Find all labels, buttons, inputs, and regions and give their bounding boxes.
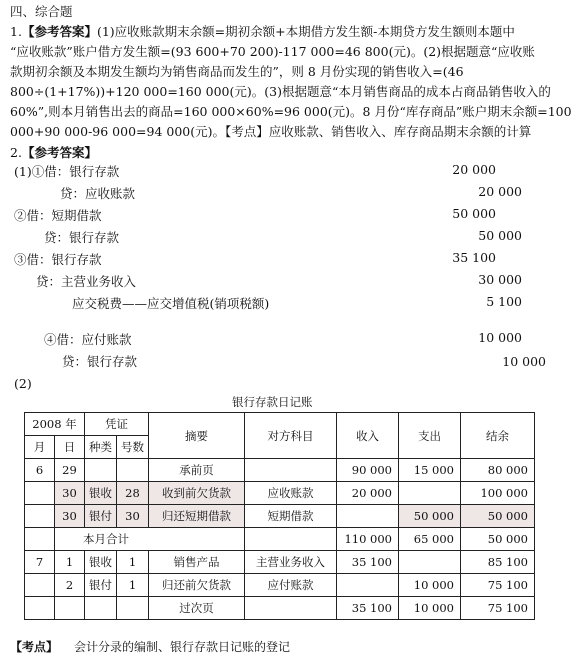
cell-account: 应收账款 xyxy=(245,482,337,505)
entry-amount: 10 000 xyxy=(502,354,546,369)
cell-balance: 50 000 xyxy=(461,505,535,528)
cell-summary: 收到前欠货款 xyxy=(149,482,245,505)
cell-month xyxy=(25,574,55,597)
expense-header: 支出 xyxy=(399,413,461,459)
q1-line-5: 60%”,则本月销售出去的商品=160 000×60%=96 000(元)。8 月份“库存商品”账户期末余额=100 xyxy=(10,104,572,119)
cell-day: 30 xyxy=(55,482,85,505)
cell-month xyxy=(25,505,55,528)
cell-balance: 50 000 xyxy=(461,528,535,551)
cell-expense: 15 000 xyxy=(399,459,461,482)
cell-balance: 75 100 xyxy=(461,574,535,597)
cell-income: 35 100 xyxy=(337,551,399,574)
bank-deposit-journal xyxy=(24,412,535,620)
cell-month xyxy=(25,597,55,620)
cell-type: 银付 xyxy=(85,505,117,528)
cell-no xyxy=(117,597,149,620)
cell-balance: 100 000 xyxy=(461,482,535,505)
summary-header: 摘要 xyxy=(149,413,245,459)
header-row xyxy=(25,413,535,436)
cell-expense: 65 000 xyxy=(399,528,461,551)
cell-month xyxy=(25,482,55,505)
cell-account xyxy=(245,597,337,620)
cell-income: 90 000 xyxy=(337,459,399,482)
q1-line-4: 800÷(1+17%))+120 000=160 000(元)。(3)根据题意“本月销售商品的成本占商品销售收入的 xyxy=(10,84,551,99)
entry-label: 贷：银行存款 xyxy=(62,354,138,369)
cell-no: 1 xyxy=(117,574,149,597)
table-row xyxy=(25,459,535,482)
entry-amount: 35 100 xyxy=(452,250,496,265)
entry-label: ②借：短期借款 xyxy=(14,208,102,223)
voucher-header: 凭证 xyxy=(85,413,149,436)
table-row xyxy=(25,505,535,528)
entry-amount: 10 000 xyxy=(478,330,522,345)
cell-type: 银收 xyxy=(85,482,117,505)
cell-expense: 10 000 xyxy=(399,574,461,597)
no-header: 号数 xyxy=(117,436,149,459)
cell-no xyxy=(117,459,149,482)
cell-summary: 本月合计 xyxy=(55,528,245,551)
account-header: 对方科目 xyxy=(245,413,337,459)
cell-no: 30 xyxy=(117,505,149,528)
q1-line-2: “应收账款”账户借方发生额=(93 600+70 200)-117 000=46 800(元)。(2)根据题意“应收账 xyxy=(10,44,535,59)
table-row xyxy=(25,574,535,597)
cell-income: 35 100 xyxy=(337,597,399,620)
cell-summary: 承前页 xyxy=(149,459,245,482)
cell-expense: 50 000 xyxy=(399,505,461,528)
cell-type xyxy=(85,459,117,482)
ledger-title: 银行存款日记账 xyxy=(232,395,313,409)
entry-label: ③借：银行存款 xyxy=(14,252,102,267)
section-title: 四、综合题 xyxy=(10,4,73,19)
entry-amount: 5 100 xyxy=(486,294,522,309)
table-row xyxy=(25,528,535,551)
cell-account xyxy=(245,528,337,551)
cell-expense xyxy=(399,482,461,505)
entry-amount: 50 000 xyxy=(452,206,496,221)
day-header: 日 xyxy=(55,436,85,459)
cell-no: 28 xyxy=(117,482,149,505)
cell-type xyxy=(85,597,117,620)
entry-label: 贷：银行存款 xyxy=(44,230,120,245)
cell-month: 6 xyxy=(25,459,55,482)
cell-day: 1 xyxy=(55,551,85,574)
table-row xyxy=(25,482,535,505)
cell-summary: 过次页 xyxy=(149,597,245,620)
cell-account: 应付账款 xyxy=(245,574,337,597)
entry-label: ④借：应付账款 xyxy=(44,332,132,347)
entry-label: 应交税费——应交增值税(销项税额) xyxy=(72,296,270,311)
type-header: 种类 xyxy=(85,436,117,459)
footer-text: 会计分录的编制、银行存款日记账的登记 xyxy=(74,640,291,654)
cell-month xyxy=(25,528,55,551)
cell-income: 110 000 xyxy=(337,528,399,551)
cell-day: 29 xyxy=(55,459,85,482)
cell-summary: 归还短期借款 xyxy=(149,505,245,528)
cell-summary: 归还前欠货款 xyxy=(149,574,245,597)
q2-header xyxy=(10,143,97,161)
income-header: 收入 xyxy=(337,413,399,459)
cell-month: 7 xyxy=(25,551,55,574)
footer-keypoint xyxy=(10,638,290,655)
cell-income: 20 000 xyxy=(337,482,399,505)
cell-income xyxy=(337,574,399,597)
cell-no: 1 xyxy=(117,551,149,574)
cell-balance: 75 100 xyxy=(461,597,535,620)
cell-account: 短期借款 xyxy=(245,505,337,528)
cell-type: 银付 xyxy=(85,574,117,597)
cell-balance: 85 100 xyxy=(461,551,535,574)
q1-number: 1. xyxy=(10,24,22,39)
cell-account xyxy=(245,459,337,482)
entry-label: 贷：应收账款 xyxy=(60,186,136,201)
table-row xyxy=(25,597,535,620)
q2-answer-tag: 【参考答案】 xyxy=(21,145,97,160)
cell-day xyxy=(55,597,85,620)
year-header: 2008 年 xyxy=(25,413,85,436)
part2-label: (2) xyxy=(14,376,32,391)
cell-expense: 10 000 xyxy=(399,597,461,620)
table-row xyxy=(25,551,535,574)
entry-amount: 50 000 xyxy=(478,228,522,243)
cell-expense xyxy=(399,551,461,574)
entry-label: (1)①借：银行存款 xyxy=(14,164,120,179)
q1-line-1: (1)应收账款期末余额=期初余额+本期借方发生额-本期贷方发生额则本题中 xyxy=(96,24,515,39)
cell-type: 银收 xyxy=(85,551,117,574)
q1-line-6: 000+90 000-96 000=94 000(元)。【考点】应收账款、销售收入、库存商品期末余额的计算 xyxy=(10,124,532,139)
cell-income xyxy=(337,505,399,528)
cell-balance: 80 000 xyxy=(461,459,535,482)
month-header: 月 xyxy=(25,436,55,459)
cell-account: 主营业务收入 xyxy=(245,551,337,574)
cell-day: 2 xyxy=(55,574,85,597)
q1-header xyxy=(10,22,515,40)
q2-number: 2. xyxy=(10,145,22,160)
cell-summary: 销售产品 xyxy=(149,551,245,574)
entry-amount: 20 000 xyxy=(452,162,496,177)
entry-amount: 20 000 xyxy=(478,184,522,199)
entry-amount: 30 000 xyxy=(478,272,522,287)
cell-day: 30 xyxy=(55,505,85,528)
q1-answer-tag: 【参考答案】 xyxy=(21,24,97,39)
q1-line-3: 款期初余额及本期发生额均为销售商品而发生的”，则 8 月份实现的销售收入=(46 xyxy=(10,64,464,79)
balance-header: 结余 xyxy=(461,413,535,459)
entry-label: 贷：主营业务收入 xyxy=(36,274,137,289)
footer-tag: 【考点】 xyxy=(10,640,59,654)
